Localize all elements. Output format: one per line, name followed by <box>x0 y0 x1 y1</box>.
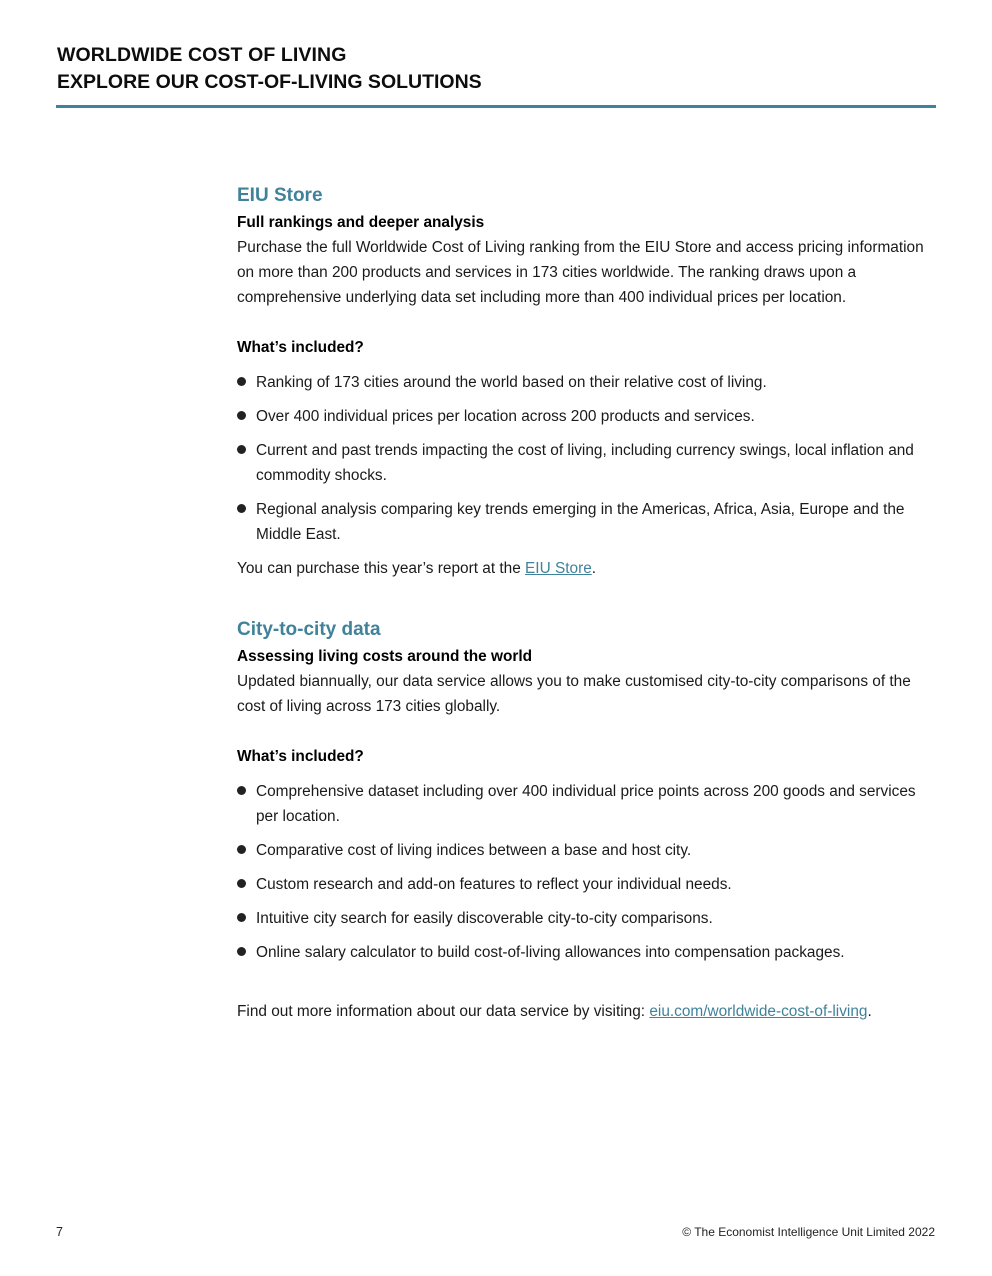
city-data-body: Updated biannually, our data service allows you to make customised city-to-city comparisons of the cost of living across 173 cities globally. <box>237 673 911 715</box>
bullet-icon <box>237 445 246 454</box>
list-item <box>237 940 927 965</box>
list-item-text: Current and past trends impacting the cost of living, including currency swings, local inflation and commodity shocks. <box>256 442 914 484</box>
eiu-store-bullet-list <box>237 370 927 547</box>
spacer <box>237 310 927 335</box>
bullet-icon <box>237 411 246 420</box>
more-info-text: Find out more information about our data service by visiting: <box>237 1003 650 1020</box>
city-data-included-heading: What’s included? <box>237 748 364 765</box>
list-item <box>237 779 927 829</box>
bullet-icon <box>237 879 246 888</box>
city-data-more-line <box>237 999 927 1024</box>
main-content <box>237 182 927 1024</box>
spacer <box>237 581 927 606</box>
list-item-text: Comparative cost of living indices between a base and host city. <box>256 842 692 859</box>
eiu-store-subhead: Full rankings and deeper analysis <box>237 214 485 231</box>
more-info-suffix: . <box>867 1003 872 1020</box>
list-item <box>237 872 927 897</box>
bullet-icon <box>237 377 246 386</box>
spacer <box>237 974 927 999</box>
spacer <box>237 769 927 779</box>
spacer <box>237 360 927 370</box>
cost-of-living-link[interactable]: eiu.com/worldwide-cost-of-living <box>649 1003 868 1020</box>
list-item <box>237 370 927 395</box>
bullet-icon <box>237 504 246 513</box>
page-number: 7 <box>56 1225 63 1239</box>
list-item-text: Over 400 individual prices per location across 200 products and services. <box>256 408 755 425</box>
list-item <box>237 838 927 863</box>
report-subtitle: EXPLORE OUR COST-OF-LIVING SOLUTIONS <box>57 71 482 93</box>
list-item-text: Ranking of 173 cities around the world based on their relative cost of living. <box>256 374 767 391</box>
city-data-section <box>237 616 927 1024</box>
bullet-icon <box>237 913 246 922</box>
bullet-icon <box>237 947 246 956</box>
eiu-store-link[interactable]: EIU Store <box>525 560 592 577</box>
eiu-store-included-heading: What’s included? <box>237 339 364 356</box>
eiu-store-title: EIU Store <box>237 185 323 206</box>
list-item-text: Regional analysis comparing key trends emerging in the Americas, Africa, Asia, Europe and the Middle East. <box>256 501 905 543</box>
list-item <box>237 497 927 547</box>
spacer <box>237 719 927 744</box>
city-data-bullet-list <box>237 779 927 965</box>
copyright-notice: © The Economist Intelligence Unit Limited 2022 <box>682 1225 935 1239</box>
report-title: WORLDWIDE COST OF LIVING <box>57 44 347 66</box>
page-header <box>57 42 936 96</box>
city-data-subhead: Assessing living costs around the world <box>237 648 533 665</box>
list-item-text: Comprehensive dataset including over 400 individual price points across 200 goods and services per location. <box>256 783 916 825</box>
city-data-title: City-to-city data <box>237 619 381 640</box>
eiu-store-purchase-line <box>237 556 927 581</box>
bullet-icon <box>237 845 246 854</box>
list-item-text: Custom research and add-on features to reflect your individual needs. <box>256 876 732 893</box>
list-item <box>237 404 927 429</box>
spacer <box>237 606 927 616</box>
bullet-icon <box>237 786 246 795</box>
purchase-text: You can purchase this year’s report at the <box>237 560 526 577</box>
list-item-text: Online salary calculator to build cost-of-living allowances into compensation packages. <box>256 944 845 961</box>
eiu-store-body: Purchase the full Worldwide Cost of Living ranking from the EIU Store and access pricing information on more than 200 products and services in 173 cities worldwide. The ranking draws upon a comprehensive underlying data set including more than 400 individual prices per location. <box>237 239 924 306</box>
list-item-text: Intuitive city search for easily discoverable city-to-city comparisons. <box>256 910 713 927</box>
header-divider <box>56 105 936 108</box>
list-item <box>237 438 927 488</box>
list-item <box>237 906 927 931</box>
eiu-store-section <box>237 182 927 581</box>
purchase-suffix: . <box>591 560 597 577</box>
